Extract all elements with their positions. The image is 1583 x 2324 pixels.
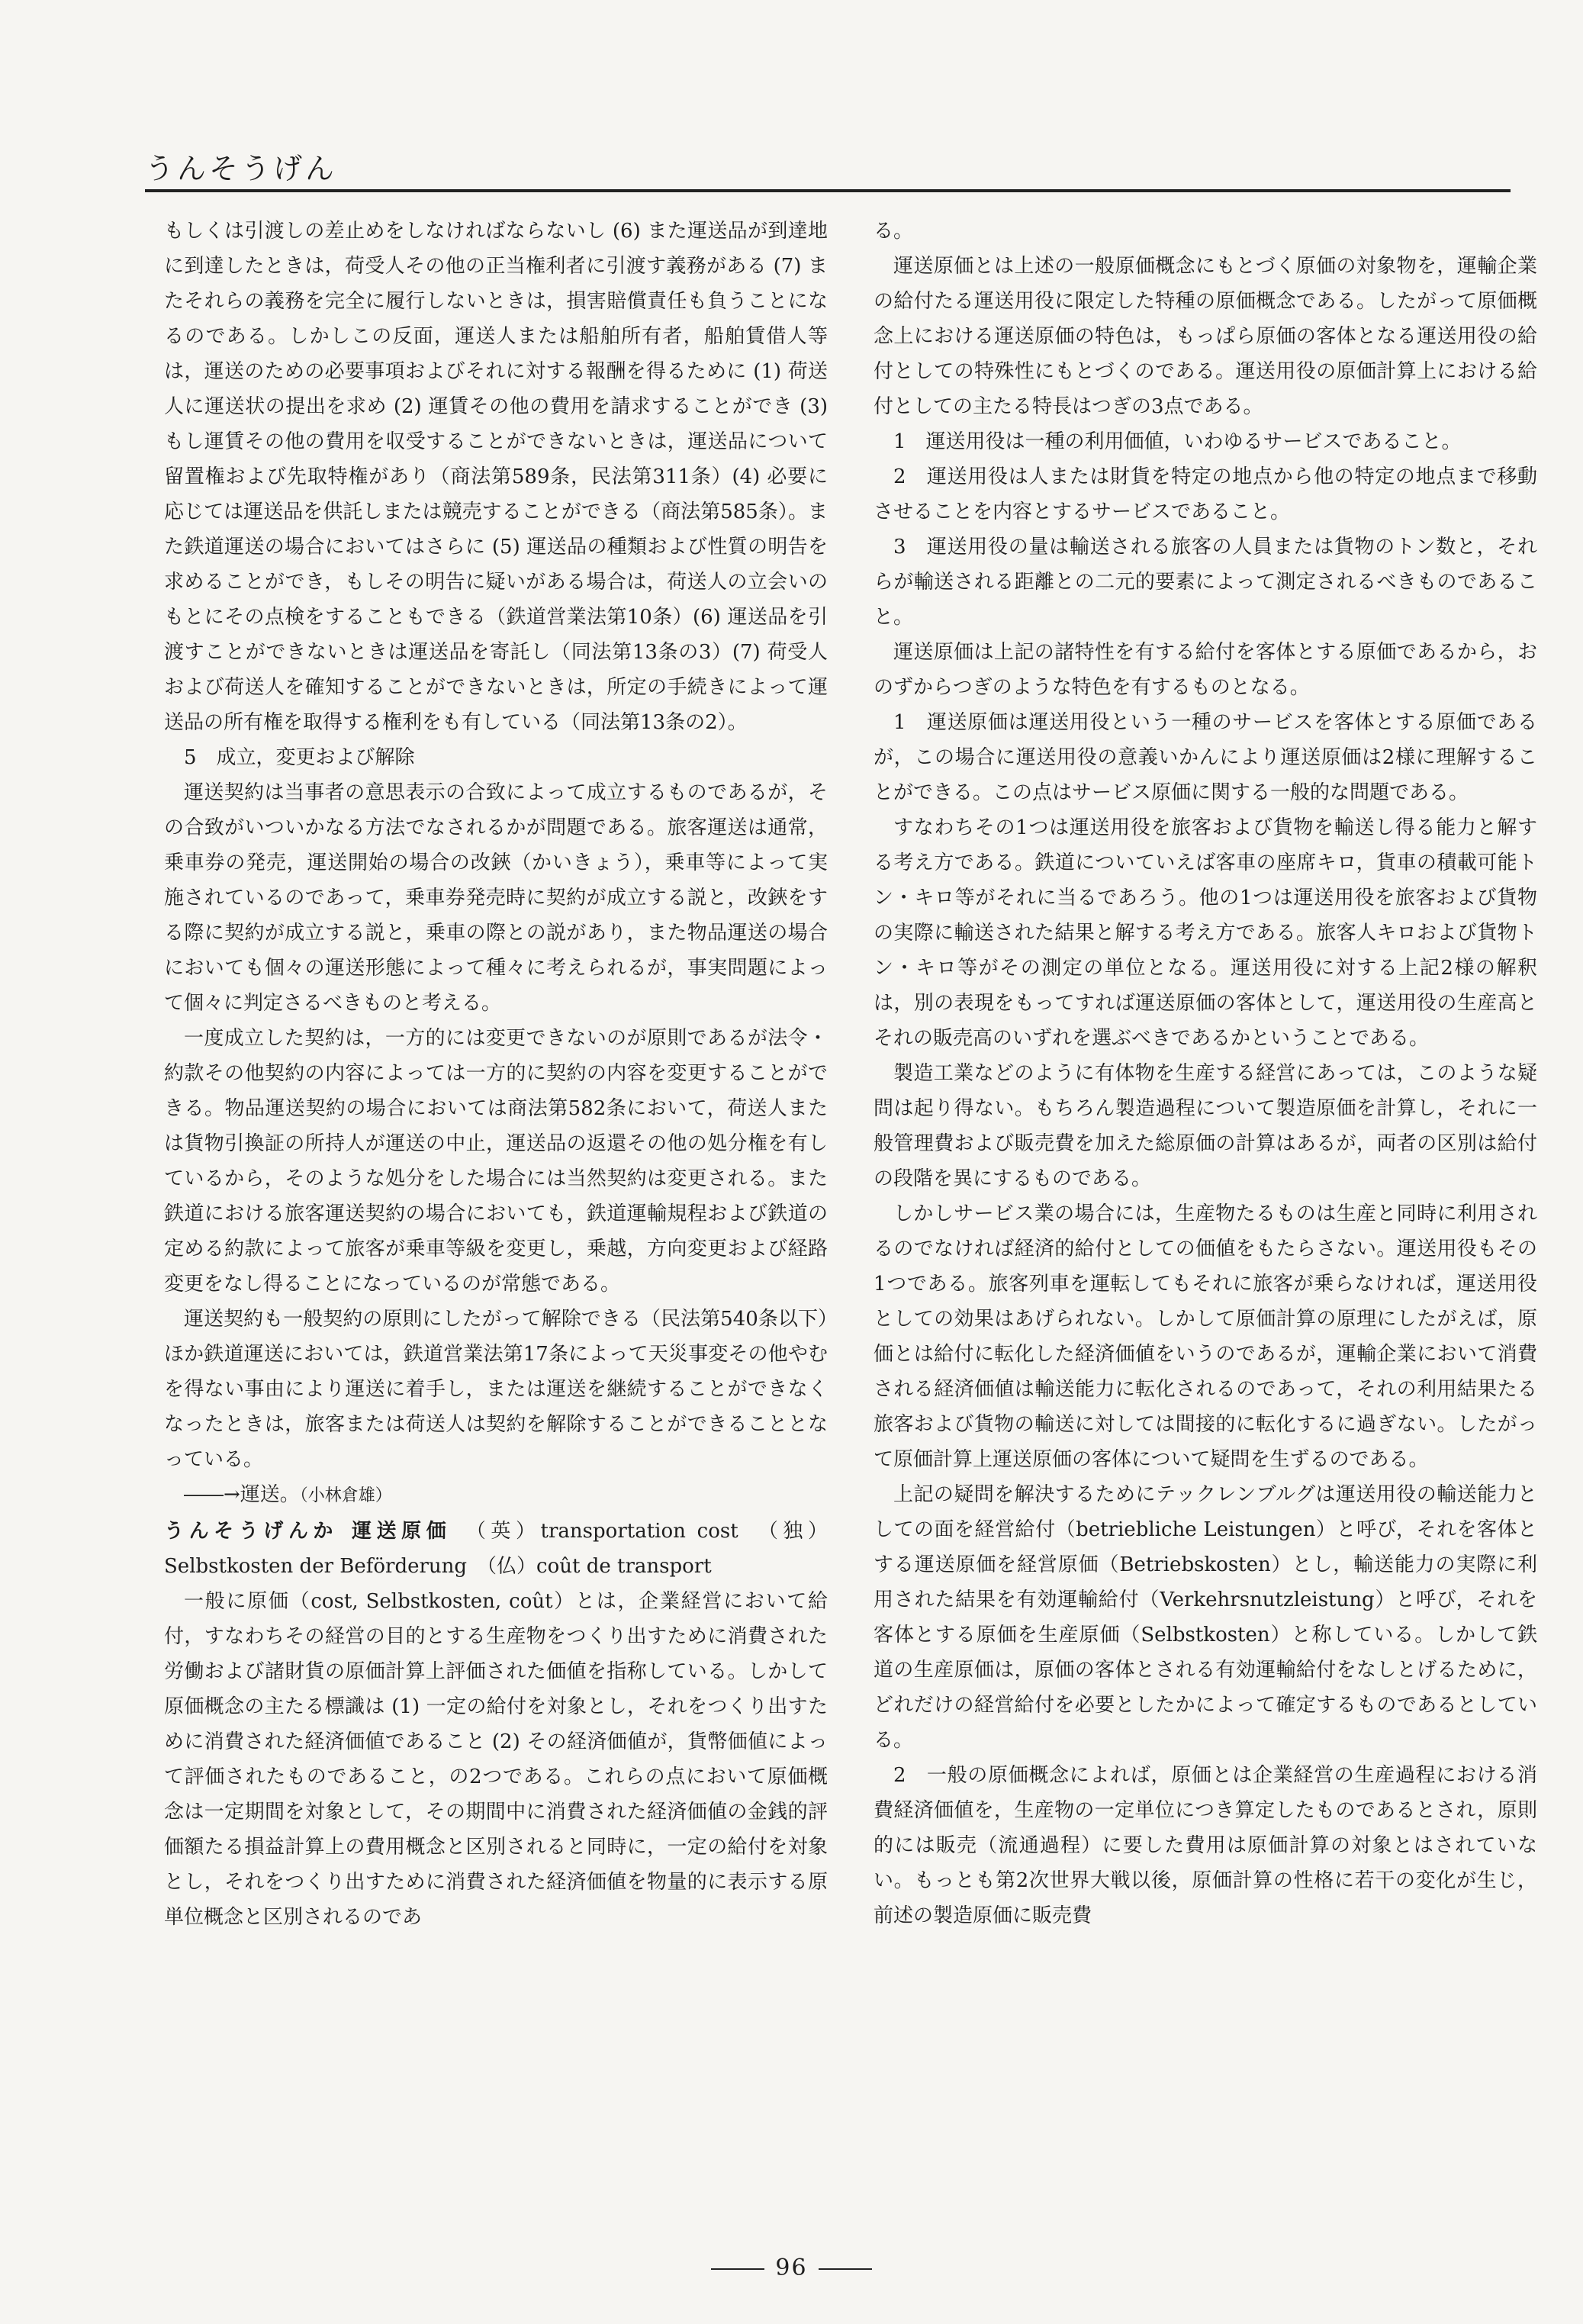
cross-reference: ――→運送。 bbox=[184, 1483, 300, 1506]
list-item: 2 一般の原価概念によれば，原価とは企業経営の生産過程における消費経済価値を，生産物の一定単位につき算定したものであるとされ，原則的には販売（流通過程）に要した費用は原価計算の対象とはされていない。もっとも第2次世界大戦以後，原価計算の性格に若干の変化が生じ，前述の製造原価に販売費 bbox=[874, 1764, 1537, 1927]
author-credit: （小林倉雄） bbox=[299, 1486, 392, 1505]
entry-translations: （英）transportation cost （独）Selbstkosten der Beförderung （仏）coût de transport bbox=[164, 1520, 828, 1578]
entry-term: 運送原価 bbox=[351, 1520, 452, 1543]
paragraph: 一度成立した契約は，一方的には変更できないのが原則であるが法令・約款その他契約の内容によっては一方的に契約の内容を変更することができる。物品運送契約の場合においては商法第582条において，荷送人または貨物引換証の所持人が運送の中止，運送品の返還その他の処分権を有しているから，そのような処分をした場合には当然契約は変更される。また鉄道における旅客運送契約の場合においても，鉄道運輸規程および鉄道の定める約款によって旅客が乗車等級を変更し，乗越，方向変更および経路変更をなし得ることになっているのが常態である。 bbox=[164, 1027, 828, 1296]
paragraph: る。 bbox=[874, 220, 914, 243]
paragraph: 製造工業などのように有体物を生産する経営にあっては，このような疑問は起り得ない。もちろん製造過程について製造原価を計算し，それに一般管理費および販売費を加えた総原価の計算はあるが，両者の区別は給付の段階を異にするものである。 bbox=[874, 1062, 1537, 1190]
list-item: 1 運送用役は一種の利用価値，いわゆるサービスであること。 bbox=[893, 430, 1462, 453]
paragraph: 上記の疑問を解決するためにテックレンブルグは運送用役の輸送能力としての面を経営給付（betriebliche Leistungen）と呼び，それを客体とする運送原価を経営原価（Betriebskosten）とし，輸送能力の実際に利用された結果を有効運輸給付（Verkehrsnutzleistung）と呼び，それを客体とする原価を生産原価（Selbstkosten）と称している。しかして鉄道の生産原価は，原価の客体とされる有効運輸給付をなしとげるために，どれだけの経営給付を必要としたかによって確定するものであるとしている。 bbox=[874, 1483, 1537, 1752]
paragraph: 運送原価とは上述の一般原価概念にもとづく原価の対象物を，運輸企業の給付たる運送用役に限定した特種の原価概念である。したがって原価概念上における運送原価の特色は，もっぱら原価の客体となる運送用役の給付としての特殊性にもとづくのである。運送用役の原価計算上における給付としての主たる特長はつぎの3点である。 bbox=[874, 255, 1537, 418]
paragraph: しかしサービス業の場合には，生産物たるものは生産と同時に利用されるのでなければ経済的給付としての価値をもたらさない。運送用役もその1つである。旅客列車を運転してもそれに旅客が乗らなければ，運送用役としての効果はあげられない。しかして原価計算の原理にしたがえば，原価とは給付に転化した経済価値をいうのであるが，運輸企業において消費される経済価値は輸送能力に転化されるのであって，それの利用結果たる旅客および貨物の輸送に対しては間接的に転化するに過ぎない。したがって原価計算上運送原価の客体について疑問を生ずるのである。 bbox=[874, 1202, 1537, 1471]
left-column bbox=[164, 214, 828, 2258]
paragraph: すなわちその1つは運送用役を旅客および貨物を輸送し得る能力と解する考え方である。鉄道についていえば客車の座席キロ，貨車の積載可能トン・キロ等がそれに当るであろう。他の1つは運送用役を旅客および貨物の実際に輸送された結果と解する考え方である。旅客人キロおよび貨物トン・キロ等がその測定の単位となる。運送用役に対する上記2様の解釈は，別の表現をもってすれば運送原価の客体として，運送用役の生産高とそれの販売高のいずれを選ぶべきであるかということである。 bbox=[874, 816, 1537, 1050]
paragraph bbox=[164, 1302, 828, 1477]
running-head: うんそうげん bbox=[145, 152, 338, 185]
header-rule bbox=[145, 189, 1511, 192]
page-number-line bbox=[0, 2255, 1583, 2281]
list-item: 3 運送用役の量は輸送される旅客の人員または貨物のトン数と，それらが輸送される距離との二元的要素によって測定されるべきものであること。 bbox=[874, 536, 1537, 629]
paragraph-text: 運送契約も一般契約の原則にしたがって解除できる（民法第540条以下）ほか鉄道運送においては，鉄道営業法第17条によって天災事変その他やむを得ない事由により運送に着手し，または運送を継続することができなくなったときは，旅客または荷送人は契約を解除することができることとなっている。 bbox=[164, 1308, 828, 1471]
entry-reading: うんそうげんか bbox=[164, 1520, 338, 1543]
right-column bbox=[874, 214, 1537, 2258]
list-item: 1 運送原価は運送用役という一種のサービスを客体とする原価であるが，この場合に運送用役の意義いかんにより運送原価は2様に理解することができる。この点はサービス原価に関する一般的な問題である。 bbox=[874, 711, 1537, 804]
paragraph: 一般に原価（cost, Selbstkosten, coût）とは，企業経営において給付，すなわちその経営の目的とする生産物をつくり出すために消費された労働および諸財貨の原価計算上評価された価値を指称している。しかして原価概念の主たる標識は (1) 一定の給付を対象とし，それをつくり出すために消費された経済価値であること (2) その経済価値が，貨幣価値によって評価されたものであること，の2つである。これらの点において原価概念は一定期間を対象として，その期間中に消費された経済価値の金銭的評価額たる損益計算上の費用概念と区別されると同時に，一定の給付を対象とし，それをつくり出すために消費された経済価値を物量的に表示する原単位概念と区別されるのであ bbox=[164, 1590, 828, 1929]
paragraph: 運送契約は当事者の意思表示の合致によって成立するものであるが，その合致がいついかなる方法でなされるかが問題である。旅客運送は通常，乗車券の発売，運送開始の場合の改鋏（かいきょう），乗車等によって実施されているのであって，乗車券発売時に契約が成立する説と，改鋏をする際に契約が成立する説と，乗車の際との説があり，また物品運送の場合においても個々の運送形態によって種々に考えられるが，事実問題によって個々に判定さるべきものと考える。 bbox=[164, 781, 828, 1015]
section-heading: 5 成立，変更および解除 bbox=[184, 746, 415, 769]
list-item: 2 運送用役は人または財貨を特定の地点から他の特定の地点まで移動させることを内容とするサービスであること。 bbox=[874, 465, 1537, 523]
paragraph: 運送原価は上記の諸特性を有する給付を客体とする原価であるから，おのずからつぎのような特色を有するものとなる。 bbox=[874, 641, 1537, 699]
entry-heading bbox=[164, 1514, 828, 1584]
page-number: 96 bbox=[775, 2255, 808, 2281]
folio-dash-left bbox=[711, 2268, 764, 2270]
paragraph: もしくは引渡しの差止めをしなければならないし (6) また運送品が到達地に到達したときは，荷受人その他の正当権利者に引渡す義務がある (7) またそれらの義務を完全に履行しないときは，損害賠償責任も負うことになるのである。しかしこの反面，運送人または船舶所有者，船舶賃借人等は，運送のための必要事項およびそれに対する報酬を得るために (1) 荷送人に運送状の提出を求め (2) 運賃その他の費用を請求することができ (3) もし運賃その他の費用を収受することができないときは，運送品について留置権および先取特権があり（商法第589条，民法第311条）(4) 必要に応じては運送品を供託しまたは競売することができる（商法第585条）。また鉄道運送の場合においてはさらに (5) 運送品の種類および性質の明告を求めることができ，もしその明告に疑いがある場合は，荷送人の立会いのもとにその点検をすることもできる（鉄道営業法第10条）(6) 運送品を引渡すことができないときは運送品を寄託し（同法第13条の3）(7) 荷受人および荷送人を確知することができないときは，所定の手続きによって運送品の所有権を取得する権利をも有している（同法第13条の2）。 bbox=[164, 220, 828, 734]
folio-dash-right bbox=[819, 2268, 872, 2270]
cross-reference-line bbox=[164, 1477, 828, 1514]
